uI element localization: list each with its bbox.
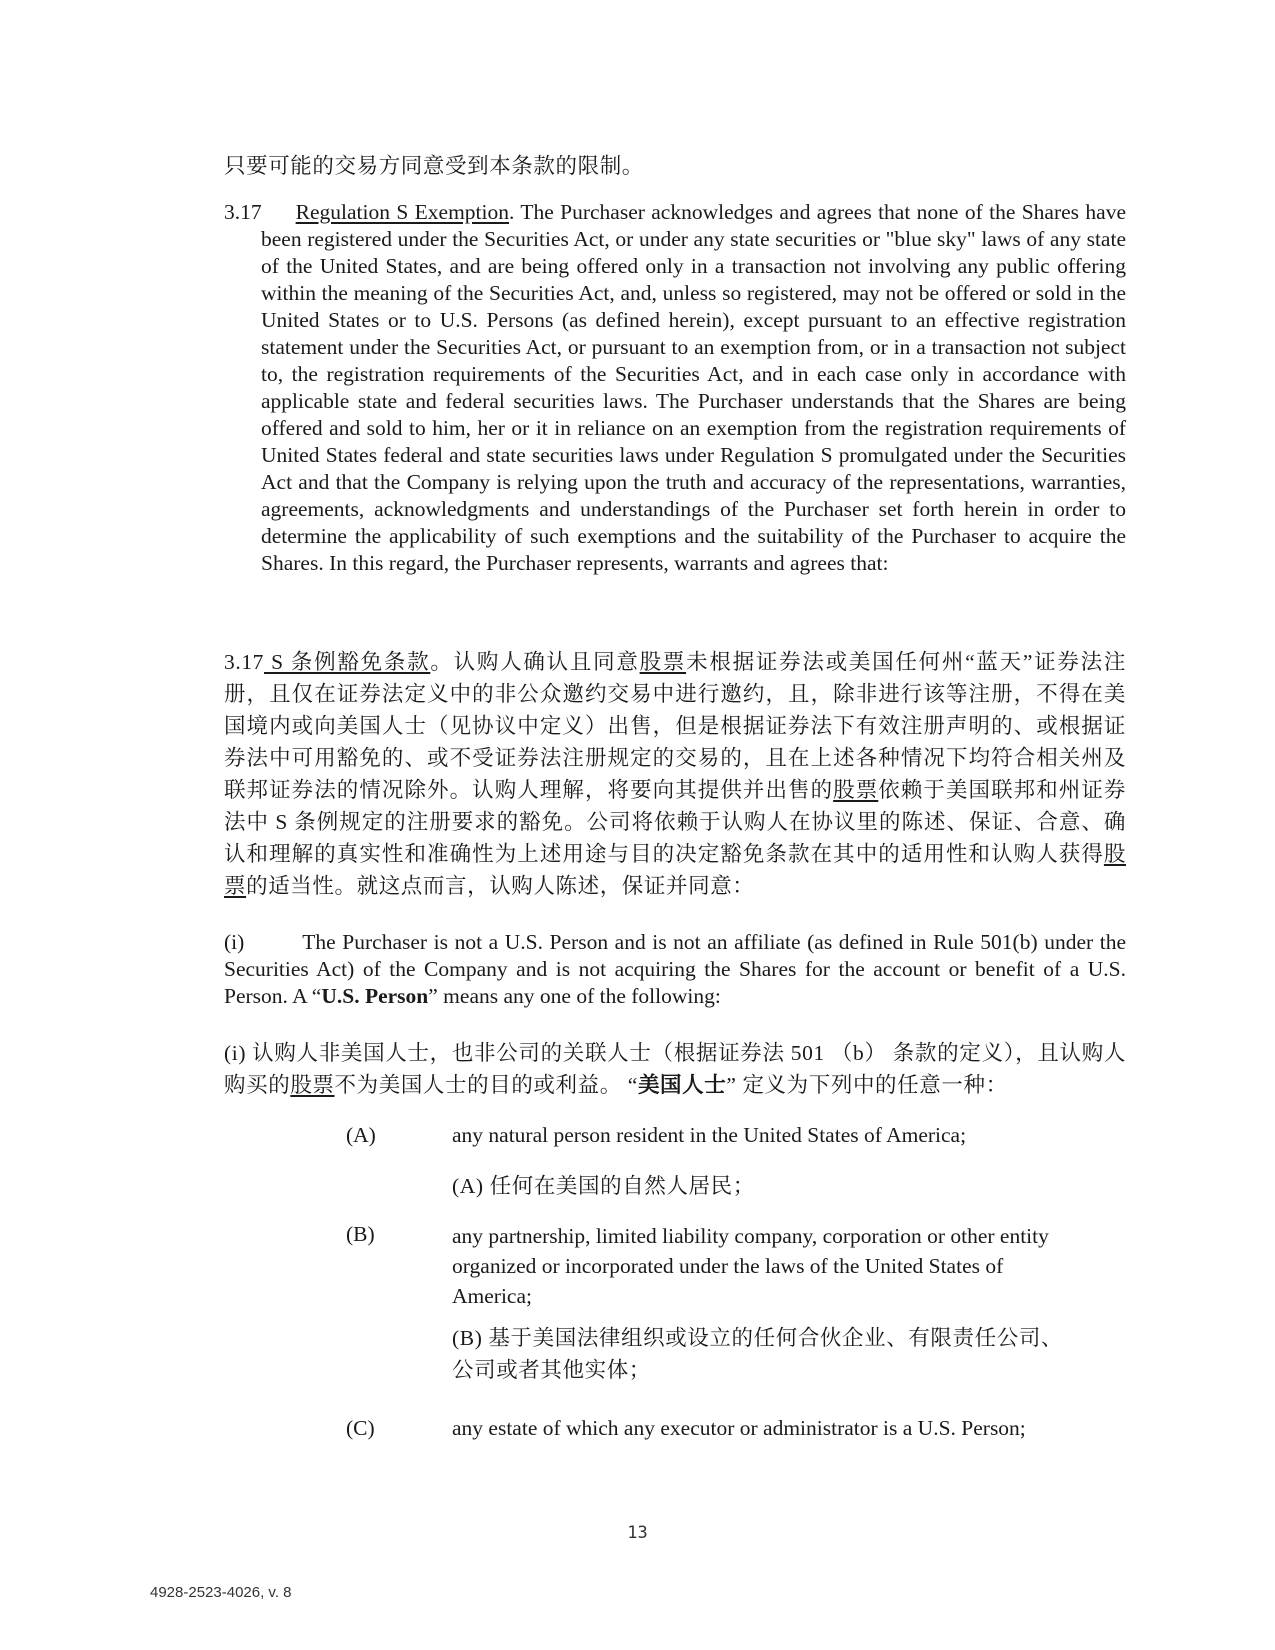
section-number: 3.17 [224,200,262,224]
defined-term: U.S. Person [321,984,429,1008]
item-i-english: (i) The Purchaser is not a U.S. Person and is not an affiliate (as defined in Rule 501(b) under the Securities Act) of the Company and is not acquiring the Shares for the account or benefit of a U.S. Person. A “U.S. Person” means any one of the following: [224,930,1126,1008]
sub-item-text-zh: (B) 基于美国法律组织或设立的任何合伙企业、有限责任公司、公司或者其他实体； [452,1326,1064,1382]
defined-term-zh: 美国人士 [637,1073,727,1097]
sub-item-label: (B) [346,1222,375,1246]
continued-chinese-line: 只要可能的交易方同意受到本条款的限制。 [224,154,644,178]
item-label: (i) [224,930,245,954]
page-number: 13 [627,1523,648,1543]
item-i-chinese: (i) 认购人非美国人士，也非公司的关联人士（根据证券法 501 （b） 条款的定义），且认购人购买的股票不为美国人士的目的或利益。 “美国人士” 定义为下列中的任意一种： [224,1041,1126,1097]
section-3-17-chinese: 3.17 S 条例豁免条款。认购人确认且同意股票未根据证券法或美国任何州“蓝天”证券法注册，且仅在证券法定义中的非公众邀约交易中进行邀约，且，除非进行该等注册，不得在美国境内或向美国人士（见协议中定义）出售，但是根据证券法下有效注册声明的、或根据证券法中可用豁免的、或不受证券法注册规定的交易的，且在上述各种情况下均符合相关州及联邦证券法的情况除外。认购人理解，将要向其提供并出售的股票依赖于美国联邦和州证券法中 S 条例规定的注册要求的豁免。公司将依赖于认购人在协议里的陈述、保证、合意、确认和理解的真实性和准确性为上述用途与目的决定豁免条款在其中的适用性和认购人获得股票的适当性。就这点而言，认购人陈述，保证并同意： [224,650,1127,898]
section-body-first: The Purchaser acknowledges and agrees that none of the Shares have been registered under the Securities Act, or under any state securities or "blue sky" laws of any state of the United States, and are being offered only in a transaction not involving any public offering within the meaning of the Securities Act, and, unless so registered, may not be offered or sold in the United States or to U.S. Persons (as defined herein), except pursuant to an effective registration statement under the Securities Act, or pursuant to an exemption from, or in a transaction not subject to, the registration requirements of the Securities Act, and in each case only in accordance with applicable state and federal securities laws. The Purchaser understands that the Shares are being offered and sold to him, her or it in reliance on an exemption from the registration requirements of United States federal and state securities laws under Regulation S promulgated under the Securities Act and that the Company is relying upon the truth and accuracy of the representations, warranties, agreements, acknowledgments and understandings of the Purchaser set forth herein in order to determine the applicability of such exemptions and the suitability of the Purchaser to acquire the Shares. In this regard, the Purchaser represents, warrants and agrees that: [261,200,1126,575]
sub-item-label: (A) [346,1123,376,1147]
sub-item-label: (C) [346,1416,375,1440]
sub-item-text: any estate of which any executor or administrator is a U.S. Person; [452,1416,1026,1440]
sub-item-text: any partnership, limited liability company, corporation or other entity organized or incorporated under the laws of the United States of America; [452,1224,1049,1308]
section-heading-zh: S 条例豁免条款 [264,650,431,674]
section-3-17-english: 3.17 Regulation S Exemption. The Purchaser acknowledges and agrees that none of the Shares have been registered under the Securities Act, or under any state securities or "blue sky" laws of any state of the United States, and are being offered only in a transaction not involving any public offering within the meaning of the Securities Act, and, unless so registered, may not be offered or sold in the United States or to U.S. Persons (as defined herein), except pursuant to an effective registration statement under the Securities Act, or pursuant to an exemption from, or in a transaction not subject to, the registration requirements of the Securities Act, and in each case only in accordance with applicable state and federal securities laws. The Purchaser understands that the Shares are being offered and sold to him, her or it in reliance on an exemption from the registration requirements of United States federal and state securities laws under Regulation S promulgated under the Securities Act and that the Company is relying upon the truth and accuracy of the representations, warranties, agreements, acknowledgments and understandings of the Purchaser set forth herein in order to determine the applicability of such exemptions and the suitability of the Purchaser to acquire the Shares. In this regard, the Purchaser represents, warrants and agrees that: [224,200,1126,575]
sub-item-text: any natural person resident in the United States of America; [452,1123,967,1147]
section-heading: Regulation S Exemption [295,200,509,224]
sub-item-text-zh: (A) 任何在美国的自然人居民； [452,1174,755,1198]
document-id: 4928-2523-4026, v. 8 [150,1584,292,1601]
